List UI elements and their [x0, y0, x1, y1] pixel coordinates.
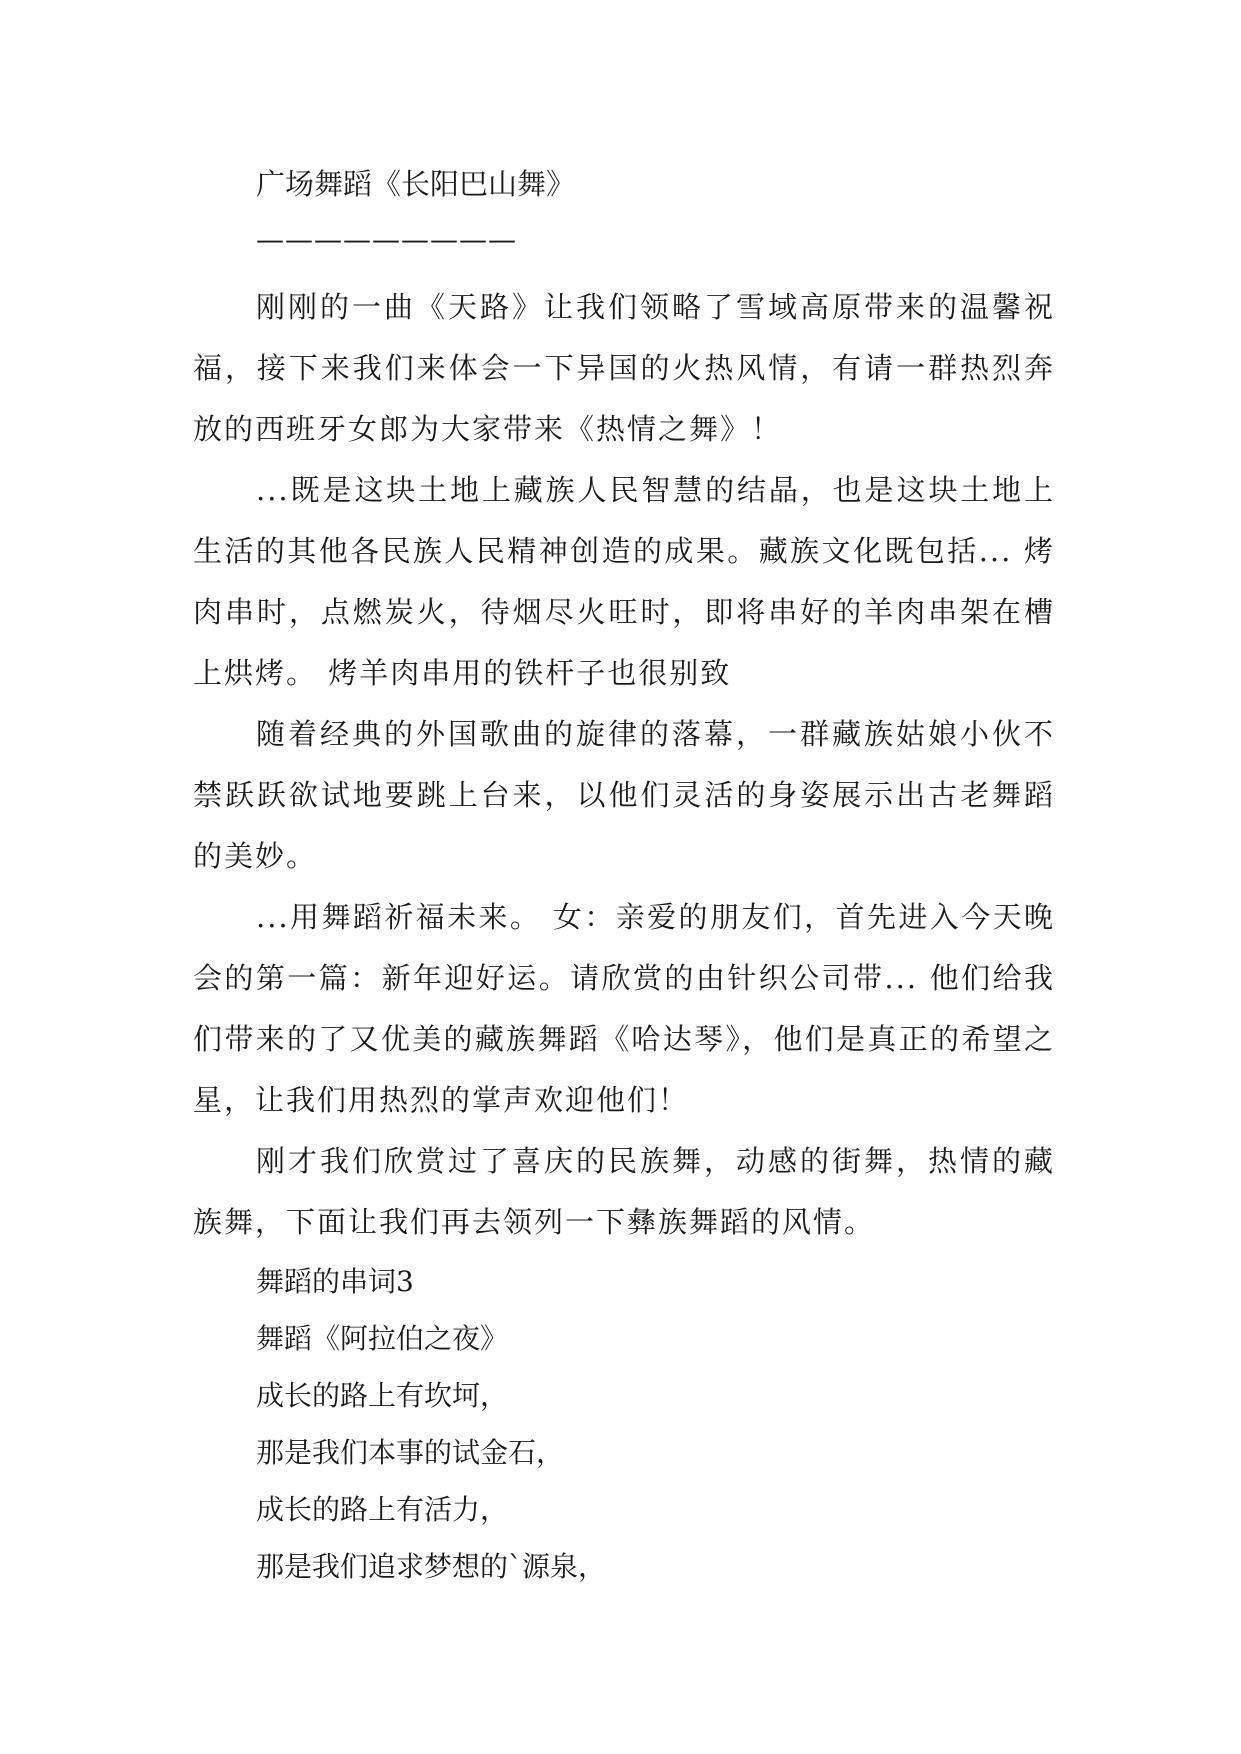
- dance-title: 舞蹈《阿拉伯之夜》: [256, 1322, 509, 1355]
- paragraph-1: 刚刚的一曲《天路》让我们领略了雪域高原带来的温馨祝福，接下来我们来体会一下异国的火热风情，有请一群热烈奔放的西班牙女郎为大家带来《热情之舞》！: [193, 290, 1055, 446]
- verse-line-2: 那是我们本事的试金石，: [256, 1436, 565, 1469]
- paragraph-2: ...既是这块土地上藏族人民智慧的结晶，也是这块土地上生活的其他各民族人民精神创造的成果。藏族文化既包括... 烤肉串时，点燃炭火，待烟尽火旺时，即将串好的羊肉串架在槽上烘烤。 烤羊肉串用的铁杆子也很别致: [193, 473, 1055, 690]
- verse-line-4: 那是我们追求梦想的`源泉，: [256, 1550, 607, 1583]
- paragraph-4: ...用舞蹈祈福未来。 女：亲爱的朋友们，首先进入今天晚会的第一篇：新年迎好运。请欣赏的由针织公司带... 他们给我们带来的了又优美的藏族舞蹈《哈达琴》，他们是真正的希望之星，让我们用热烈的掌声欢迎他们！: [193, 900, 1055, 1117]
- document-title: 广场舞蹈《长阳巴山舞》: [256, 167, 576, 201]
- document-body: [193, 153, 1055, 1595]
- section-heading: 舞蹈的串词3: [256, 1265, 414, 1298]
- verse-line-3: 成长的路上有活力，: [256, 1493, 509, 1526]
- verse-line-1: 成长的路上有坎坷，: [256, 1379, 509, 1412]
- paragraph-5: 刚才我们欣赏过了喜庆的民族舞，动感的街舞，热情的藏族舞，下面让我们再去领列一下彝族舞蹈的风情。: [193, 1144, 1055, 1239]
- title-divider: —————————: [256, 223, 517, 256]
- spacer: [193, 265, 1055, 277]
- paragraph-3: 随着经典的外国歌曲的旋律的落幕，一群藏族姑娘小伙不禁跃跃欲试地要跳上台来，以他们灵活的身姿展示出古老舞蹈的美妙。: [193, 717, 1055, 873]
